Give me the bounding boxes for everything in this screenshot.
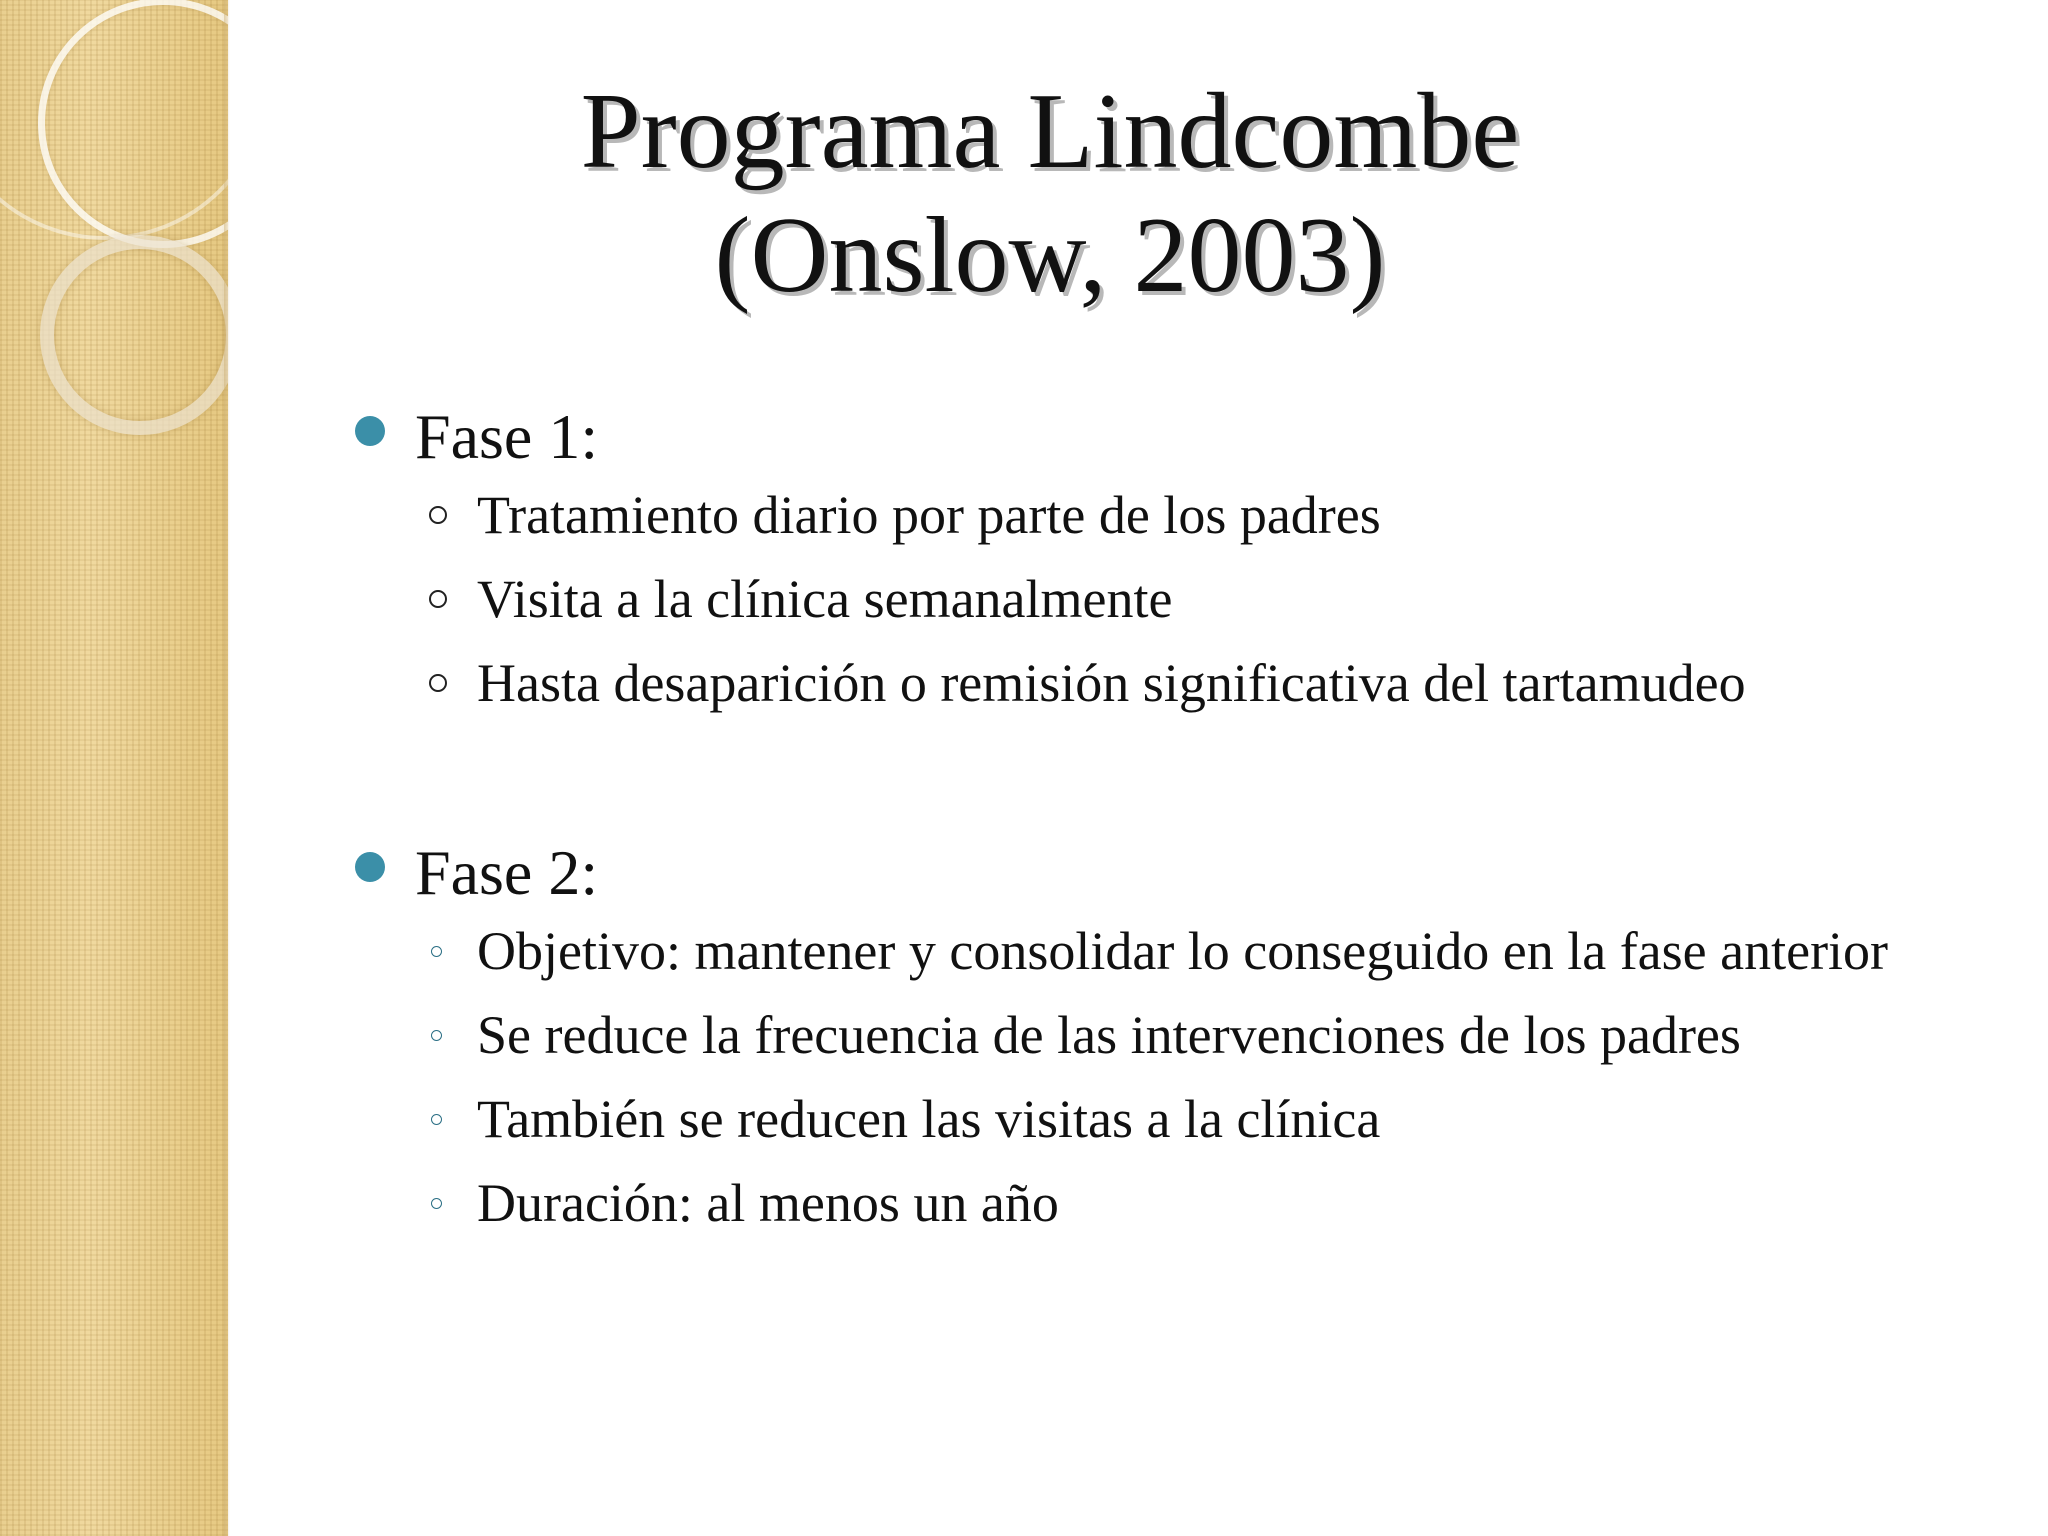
- section-heading-text: Fase 2:: [415, 837, 599, 908]
- list-item: [355, 1002, 1995, 1068]
- list-item: [355, 1170, 1995, 1236]
- list-item-text: Objetivo: mantener y consolidar lo conseguido en la fase anterior: [477, 921, 1889, 981]
- list-item-text: Visita a la clínica semanalmente: [477, 569, 1173, 629]
- hollow-bullet-icon: [429, 506, 447, 524]
- list-item: [355, 918, 1995, 984]
- list-item-text: Hasta desaparición o remisión significativa del tartamudeo: [477, 653, 1746, 713]
- title-line-2: (Onslow, 2003): [714, 196, 1386, 315]
- section-heading-fase-2: [355, 834, 1995, 912]
- slide-content: [355, 398, 1995, 1254]
- slide-title: [440, 70, 1660, 318]
- fase-1-list: [355, 482, 1995, 716]
- bullet-dot-icon: [355, 416, 385, 446]
- fase-2-list: [355, 918, 1995, 1236]
- band-edge-shadow: [224, 0, 230, 1536]
- title-line-1: Programa Lindcombe: [580, 72, 1520, 191]
- hollow-bullet-icon: [429, 590, 447, 608]
- list-item-text: También se reducen las visitas a la clínica: [477, 1089, 1381, 1149]
- list-item: [355, 1086, 1995, 1152]
- small-hollow-bullet-icon: [431, 1030, 442, 1041]
- small-hollow-bullet-icon: [431, 1198, 442, 1209]
- bullet-dot-icon: [355, 852, 385, 882]
- list-item-text: Tratamiento diario por parte de los padres: [477, 485, 1381, 545]
- hollow-bullet-icon: [429, 674, 447, 692]
- list-item: [355, 566, 1995, 632]
- decorative-side-band: [0, 0, 228, 1536]
- small-hollow-bullet-icon: [431, 946, 442, 957]
- section-heading-fase-1: [355, 398, 1995, 476]
- small-hollow-bullet-icon: [431, 1114, 442, 1125]
- list-item-text: Se reduce la frecuencia de las intervenciones de los padres: [477, 1005, 1741, 1065]
- list-item: [355, 650, 1995, 716]
- section-heading-text: Fase 1:: [415, 401, 599, 472]
- section-spacer: [355, 734, 1995, 834]
- decorative-ring: [40, 235, 228, 435]
- list-item: [355, 482, 1995, 548]
- list-item-text: Duración: al menos un año: [477, 1173, 1059, 1233]
